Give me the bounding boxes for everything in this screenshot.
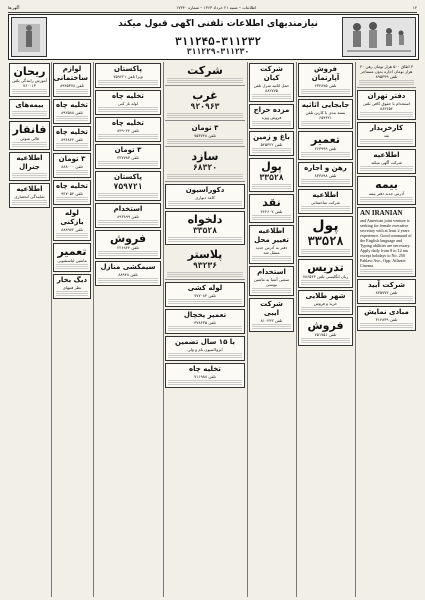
ad-body-text: شرکت آگهی میکند (371, 160, 402, 165)
classified-ad (249, 225, 294, 264)
ad-body-text: تلفن ۸۸۸۹۷۲ (61, 227, 83, 232)
ad-fine-print (360, 139, 413, 144)
ad-fine-print (301, 121, 350, 126)
classified-ad (95, 261, 161, 286)
ad-heading: دلخواه (187, 213, 223, 226)
ad-heading: تدریس (307, 261, 344, 274)
ad-fine-print (56, 291, 88, 296)
ad-fine-print (360, 197, 413, 202)
classified-ad (165, 88, 245, 121)
classified-ad (165, 63, 245, 86)
classified-ad (357, 306, 416, 331)
ad-heading: فروش (307, 319, 344, 332)
column-7 (8, 62, 51, 597)
ad-phone-number: ۶۸۳۲۰ (192, 163, 218, 172)
ad-body-text: تلفن ۲۶۳۹۹۹ (314, 146, 337, 151)
ad-heading: ۳ تومان (191, 124, 219, 132)
ad-heading: AN IRANIAN (360, 209, 403, 217)
classified-ad (249, 266, 294, 296)
ad-heading: ۳ تومان (114, 146, 142, 154)
ad-body-text: بسته بندی با کارتن تلفن ۶۵۴۳۲۱ (305, 110, 346, 120)
ad-heading: مزده حراج (253, 106, 290, 114)
ad-heading: پاکستان (114, 65, 142, 73)
classified-ad (95, 117, 161, 142)
ad-phone-number: ۳۳۵۲۸ (259, 173, 284, 182)
classified-ad (298, 317, 353, 346)
classified-ad (53, 126, 91, 151)
ad-fine-print (252, 324, 291, 329)
classified-ad (95, 230, 161, 259)
ad-fine-print (252, 256, 291, 261)
ad-fine-print (168, 299, 242, 304)
ad-body-text: استخدام با حقوق کافی تلفن ۸۸۳۶۵۲ (363, 101, 410, 111)
column-divider (51, 62, 52, 597)
ad-phone-number: ۹۲۰۹۶۳ (190, 102, 220, 111)
classified-ad (165, 336, 245, 361)
ad-heading: اطلاعیه (373, 151, 400, 159)
classified-ad (249, 194, 294, 223)
classified-ad (357, 149, 416, 174)
ad-heading: دکوراسیون (185, 186, 225, 194)
ad-body-text: تلفن ۷۷۷۰۸۳ (194, 293, 216, 298)
ad-heading: باغ و زمین (253, 133, 290, 141)
ad-phone-number: ۷۵۹۷۲۱ (113, 182, 143, 191)
column-2 (297, 62, 354, 597)
classified-ad (249, 131, 294, 156)
ad-fine-print (56, 116, 88, 121)
ad-heading: تخلیه چاه (189, 365, 221, 373)
masthead-title: نیازمندیهای اطلاعات تلفنی آگهی قبول میکند (118, 19, 318, 29)
ad-heading: دفتر تهران (367, 92, 406, 100)
ad-fine-print (98, 220, 158, 225)
classified-ad (53, 207, 91, 241)
ad-heading: دیگ بخار (56, 276, 88, 284)
classified-ad (298, 216, 353, 257)
ad-heading: تخلیه چاه (56, 101, 88, 109)
classified-ad (165, 309, 245, 334)
classified-ad (53, 180, 91, 205)
ad-heading: شرکت ایبی (260, 300, 283, 317)
ad-fine-print (168, 237, 242, 242)
masthead-phones-2: ۳۱۱۲۲۹-۳۱۱۲۳۰ (186, 47, 250, 56)
classified-ad (357, 122, 416, 147)
ad-fine-print (98, 161, 158, 166)
ad-body-text: تلفن ۸۴۹۰۲۴ (117, 128, 139, 133)
ad-fine-print (252, 184, 291, 189)
ad-fine-print (98, 278, 158, 283)
ad-heading: شرکت (187, 64, 223, 77)
classified-ad (53, 274, 91, 299)
classified-ad (165, 184, 245, 209)
ad-body-text: تلفن ۷۱۱۹۸۸ (194, 374, 216, 379)
ad-body-text: تلفن ۸۱۰۲۴۳ (260, 318, 283, 323)
ad-phone-number: ۹۳۲۳۶ (192, 261, 218, 270)
ad-heading: کارخریدار (369, 124, 404, 132)
ad-body-text: نمایندگی انحصاری (14, 194, 45, 199)
ad-heading: فانفار (12, 123, 47, 136)
classified-ad (298, 189, 353, 214)
ad-body-text: and American joint venture is seeking for female executive secretary with at least 2 years experience. Good command of the English language and Typing abilities are necessary. Apply daily from 8 to 12 am except holidays to No. 250 Pahlavi Ave., Opp. Atlantic Cinema. (360, 218, 412, 268)
ad-fine-print (167, 272, 243, 277)
classified-ad (357, 279, 416, 304)
ad-fine-print (56, 264, 88, 269)
column-3 (248, 62, 295, 597)
ad-fine-print (301, 179, 350, 184)
ad-body-text: دفتر به آدرس جدید منتقل شد (255, 245, 288, 255)
classified-ad (298, 259, 353, 288)
ad-fine-print (98, 134, 158, 139)
ad-fine-print (301, 307, 350, 312)
column-4 (164, 62, 246, 597)
classified-ad (95, 63, 161, 88)
ad-body-text: ۳ اطاق ۵۰۰ هزار تومان رهن ۴۰ هزار تومان اجاره بدون مستاجر تلفن ۸۹۵۳۴۹ (359, 64, 414, 79)
ad-heading: شرکت آبید (367, 281, 406, 289)
classified-ad (298, 290, 353, 315)
ad-body-text: تلفن ۷۵۳۷۴۸ (194, 133, 216, 138)
ad-heading: استخدام (113, 205, 143, 213)
ad-body-text: نظر فنیهای (62, 285, 82, 290)
ad-body-text: ایزولاسیون بام و ولی (187, 347, 223, 352)
ad-body-text: فروش ویژه (261, 115, 282, 120)
ad-fine-print (301, 152, 350, 157)
ad-heading: لوله بازکنی (60, 209, 84, 226)
ad-fine-print (359, 80, 414, 85)
classified-ad (357, 90, 416, 120)
ad-body-text: ماشین لباسشویی (57, 258, 87, 263)
ad-fine-print (168, 353, 242, 358)
ad-body-text: تلفن ۳۱۴۸۳۹ (375, 317, 398, 322)
ad-fine-print (252, 148, 291, 153)
ad-heading: اطلاعیه جنرال (16, 154, 43, 171)
ad-heading: پلاستر (187, 248, 223, 261)
ad-heading: تخلیه چاه (112, 119, 144, 127)
ad-heading: بیمه‌های (15, 101, 44, 109)
classifieds-masthead (8, 14, 419, 60)
classified-ad (298, 99, 353, 129)
ad-body-text: تلفن ۲۳۴۸۷۵ (314, 83, 337, 88)
classified-ad (53, 153, 91, 178)
classified-ad (357, 176, 416, 205)
ad-heading: سازد (191, 150, 219, 163)
ad-fine-print (301, 206, 350, 211)
ad-fine-print (98, 193, 158, 198)
ad-heading: سیمکشی منازل (100, 263, 156, 271)
masthead-phones-1: ۳۱۱۲۴۵-۳۱۱۲۳۲ (174, 35, 262, 48)
ad-heading: مبادی نمایش (364, 308, 409, 316)
ad-heading: رهن و اجاره (304, 164, 347, 172)
column-6 (52, 62, 92, 597)
ad-fine-print (56, 170, 88, 175)
ad-body-text: تلفن ۵۲۵۳۲۲ (260, 142, 283, 147)
ad-heading: نقد (262, 196, 281, 209)
ad-heading: پاکستان (114, 173, 142, 181)
ad-heading: با ۱۵ سال تضمین (174, 338, 236, 346)
ad-fine-print (56, 233, 88, 238)
ad-heading: لوله کشی (187, 284, 223, 292)
ad-heading: اطلاعیه تغییر محل (254, 227, 289, 244)
ad-body-text: تلفن ۸۳۳۸۹۸ (314, 173, 337, 178)
ad-heading: ۳ تومان (58, 155, 86, 163)
page-header-line (8, 3, 417, 13)
ad-heading: تعمیر (57, 245, 87, 258)
ad-body-text: تلفن ۸۹۴۸۴۴ (61, 137, 83, 142)
classified-ad (9, 152, 50, 181)
family-illustration (342, 17, 416, 57)
ad-heading: تعمیر (310, 133, 341, 146)
classified-ad (357, 63, 416, 88)
ad-phone-number: ۳۳۵۲۸ (307, 234, 344, 248)
ad-body-text: آدرس جدید دفتر بیمه (368, 191, 405, 196)
ad-body-text: تلفن ۸۹۲۵۸۸ (61, 110, 83, 115)
ad-fine-print (301, 89, 350, 94)
ad-fine-print (301, 338, 350, 343)
classified-ad (298, 131, 353, 160)
ad-fine-print (360, 269, 413, 274)
ad-body-text: تلفن ۷۵۱۷۵۱ (314, 332, 337, 337)
ad-fine-print (56, 197, 88, 202)
ad-fine-print (168, 326, 242, 331)
ad-fine-print (98, 107, 158, 112)
section-name: آگهی‌ها (8, 5, 20, 10)
ad-fine-print (360, 296, 413, 301)
ad-body-text: تلفن ۸۸۸۰۰۰ (61, 164, 83, 169)
ad-fine-print (252, 288, 291, 293)
classified-ad (9, 99, 50, 119)
ad-fine-print (360, 166, 413, 171)
ad-body-text: ویزا تلفن ۷۵۹۶۲۱ (113, 74, 143, 79)
classified-ad (9, 183, 50, 208)
ad-heading: اطلاعیه (16, 185, 43, 193)
classified-ad (357, 207, 416, 277)
ad-body-text: تلفن ۸۳۵۷۷۴ (375, 290, 398, 295)
ad-heading: فروش آپارتمان (311, 65, 340, 82)
ad-body-text: خرید و فروش (313, 301, 338, 306)
column-1 (356, 62, 417, 597)
ad-body-text: تلفن ۸۸۹۴۸ (118, 272, 138, 277)
ad-fine-print (12, 173, 47, 178)
classified-ad (95, 144, 161, 169)
ad-fine-print (360, 323, 413, 328)
ad-fine-print (56, 143, 88, 148)
classified-ad (165, 211, 245, 245)
classified-ad (165, 282, 245, 307)
ad-body-text: منشی آشنا به ماشین نویسی (253, 277, 290, 287)
ad-fine-print (168, 380, 242, 385)
ad-fine-print (167, 174, 243, 179)
ad-body-text: آموزش رانندگی تلفن ۷۶۰۰۱۳ (12, 78, 47, 88)
ad-fine-print (56, 89, 88, 94)
ad-fine-print (301, 280, 350, 285)
ad-heading: بیمه (375, 178, 398, 191)
ad-body-text: لوله باز کنی (118, 101, 138, 106)
ad-heading: شرکت کیان (260, 65, 283, 82)
ad-fine-print (252, 121, 291, 126)
classified-ad (95, 171, 161, 201)
ad-fine-print (360, 112, 413, 117)
column-divider (93, 62, 94, 597)
classified-ad (165, 149, 245, 182)
ad-body-text: کاغذ دیواری (195, 195, 215, 200)
ad-body-text: تلفن ۹۴۷۰۵۴ (61, 191, 83, 196)
classified-ad (165, 123, 245, 147)
classified-ad (249, 158, 294, 192)
ad-body-text: حمل اثاثیه منزل تلفن ۸۸۲۷۷۵ (253, 83, 290, 93)
ad-heading: لوازم ساختمانی (53, 65, 88, 82)
ad-heading: فروش (109, 232, 147, 245)
ad-body-text: تلفن ۳۳۷۷۸۳ (117, 155, 139, 160)
ad-heading: تعمیر یخچال (183, 311, 227, 319)
classified-ad (165, 363, 245, 388)
ad-heading: جابجایی اثاثیه (301, 101, 350, 109)
ad-phone-number: ۳۳۵۲۸ (192, 226, 218, 235)
classified-ad (9, 63, 50, 97)
classified-ad (95, 90, 161, 115)
ad-body-text: تلفن ۲۲۶۸۴۴ (117, 245, 139, 250)
ad-heading: شهر طلایی (305, 292, 346, 300)
ad-fine-print (12, 89, 47, 94)
ad-heading: غرب (192, 89, 218, 102)
ad-fine-print (167, 78, 243, 83)
date-line: اطلاعات – شنبه ۲۱ خرداد ۱۳۶۳ – شماره ۱۷۳۳۰ (176, 5, 257, 10)
ad-heading: استخدام (257, 268, 286, 276)
ad-fine-print (98, 251, 158, 256)
ad-heading: تخلیه چاه (112, 92, 144, 100)
column-divider (163, 62, 164, 597)
ad-fine-print (12, 111, 47, 116)
classified-ad (9, 121, 50, 150)
classified-ad (298, 63, 353, 97)
ad-heading: تخلیه چاه (56, 128, 88, 136)
ad-fine-print (12, 142, 47, 147)
classified-ad (53, 99, 91, 124)
classified-ad (165, 247, 245, 280)
ad-body-text: تلفن ۴۴۲۶۰۷ (260, 209, 283, 214)
classified-ad (249, 104, 294, 129)
ad-fine-print (167, 113, 243, 118)
ad-body-text: تلفن ۳۷۸۴۳۵ (194, 320, 216, 325)
ad-heading: پول (261, 160, 282, 173)
ad-fine-print (252, 94, 291, 99)
classified-ad (53, 243, 91, 272)
ad-heading: پول (312, 218, 339, 234)
ad-body-text: تلفن ۸۹۳۸۹۹ (117, 214, 139, 219)
ad-fine-print (98, 80, 158, 85)
ad-fine-print (12, 200, 47, 205)
classified-ad (249, 63, 294, 102)
ad-body-text: زبان انگلیسی تلفن ۷۸۶۵۴۳ (302, 274, 349, 279)
classified-ad (249, 298, 294, 332)
column-5 (94, 62, 162, 597)
ad-fine-print (168, 201, 242, 206)
classified-ad (298, 162, 353, 187)
ad-body-text: نقد (383, 133, 390, 138)
column-divider (355, 62, 356, 597)
column-divider (296, 62, 297, 597)
column-divider (247, 62, 248, 597)
ad-fine-print (301, 249, 350, 254)
statue-illustration (11, 17, 47, 57)
ad-heading: تخلیه چاه (56, 182, 88, 190)
ad-body-text: قالی شوئی (20, 136, 39, 141)
ad-fine-print (252, 215, 291, 220)
ad-heading: ریحان (13, 65, 46, 78)
classified-ad (53, 63, 91, 97)
ad-fine-print (167, 139, 243, 144)
page-number: ۱۴ (412, 5, 417, 10)
ad-body-text: تلفن ۸۹۴۵۳۷۸ (60, 83, 84, 88)
ad-body-text: شرکت ساختمانی (311, 200, 340, 205)
ad-heading: اطلاعیه (312, 191, 339, 199)
classified-ad (95, 203, 161, 228)
